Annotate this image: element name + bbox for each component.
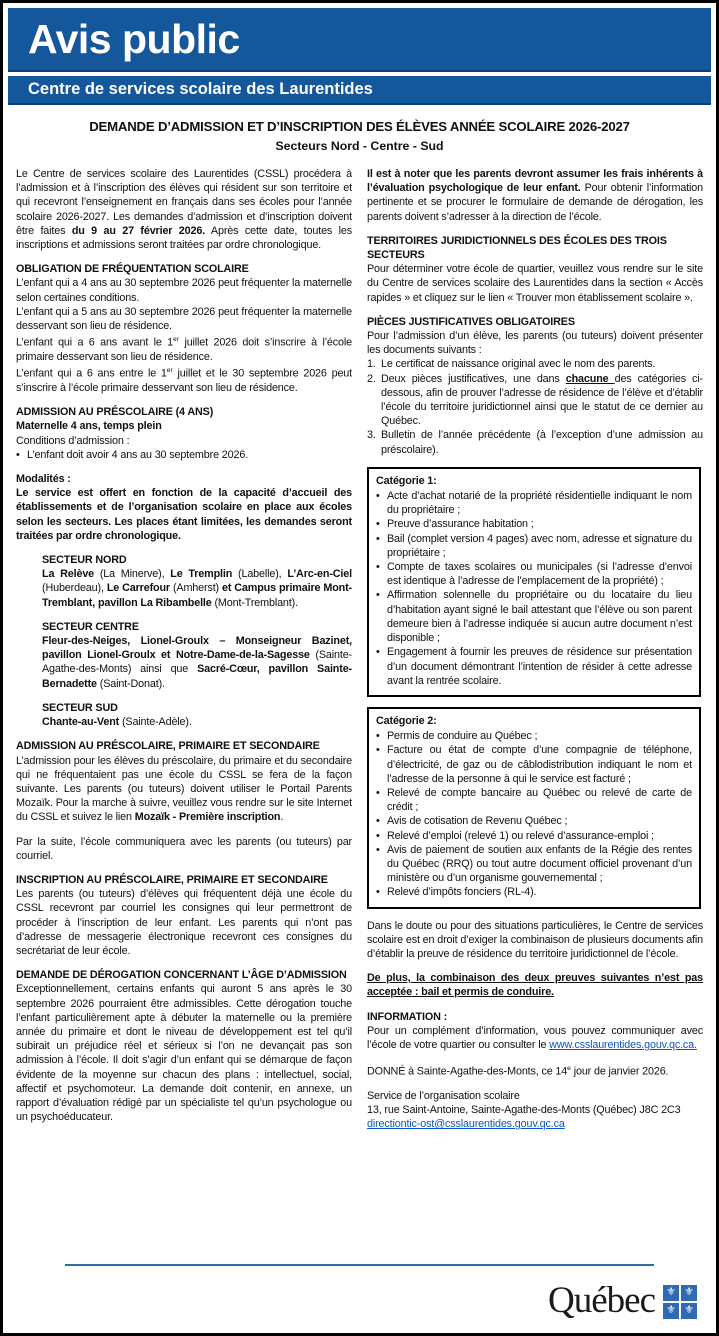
text-run: L’enfant doit avoir 4 ans au 30 septembre 2026. <box>27 448 249 461</box>
list-item-text <box>387 885 692 899</box>
text-run: Mozaïk - Première inscription <box>134 811 281 824</box>
text-run: Relevé de compte bancaire au Québec ou relevé de carte de crédit ; <box>387 786 692 814</box>
logo-row <box>8 1282 711 1319</box>
list <box>16 448 352 462</box>
bullet-marker: • <box>376 886 380 899</box>
right-column <box>367 167 703 1250</box>
text-run: Relevé d’emploi (relevé 1) ou relevé d’assurance-emploi ; <box>387 829 654 842</box>
paragraph <box>367 329 703 357</box>
bullet-marker: • <box>376 490 380 503</box>
quebec-logo <box>548 1282 697 1319</box>
text-run: Relevé d’impôts fonciers (RL-4). <box>387 886 537 899</box>
left-column <box>16 167 352 1250</box>
list-item <box>376 786 692 814</box>
list-item-text <box>387 645 692 688</box>
bullet-marker: 1. <box>367 358 376 371</box>
text-run: Pour l’admission d’un élève, les parents (ou tuteurs) doivent présenter les documents suivants : <box>367 330 703 357</box>
list-item <box>376 645 692 688</box>
paragraph <box>367 1117 703 1131</box>
paragraph <box>367 262 703 305</box>
organization-bar <box>8 76 711 105</box>
text-run: (Amherst) <box>169 582 222 595</box>
list-item <box>376 743 692 786</box>
list-item <box>376 560 692 588</box>
quebec-wordmark: Québec <box>548 1280 655 1321</box>
category-box <box>367 707 701 909</box>
text-run: juillet et le 30 septembre 2026 peut s’inscrire à l’école primaire desservant son lieu de résidence. <box>16 367 352 395</box>
box-title: Catégorie 1: <box>376 474 437 487</box>
fleur-de-lis-icon: ⚜ <box>681 1285 697 1301</box>
text-run: Preuve d’assurance habitation ; <box>387 518 534 531</box>
page-title: Avis public <box>28 15 240 62</box>
list-item-text <box>387 588 692 645</box>
text-run: du 9 au 27 février 2026. <box>71 224 206 237</box>
list-item-text <box>387 843 692 886</box>
section-heading: SECTEUR CENTRE <box>42 620 139 633</box>
text-run: L’enfant qui a 5 ans au 30 septembre 2026 peut fréquenter la maternelle desservant son lieu de résidence. <box>16 305 352 333</box>
text-run: Permis de conduire au Québec ; <box>387 730 538 743</box>
text-run: Modalités : <box>16 473 71 486</box>
paragraph <box>16 472 352 486</box>
paragraph <box>367 1089 703 1103</box>
notice-body <box>8 163 711 1250</box>
section-heading: SECTEUR NORD <box>42 554 127 567</box>
footer-rule <box>65 1264 654 1266</box>
bullet-marker: • <box>376 815 380 828</box>
text-run: Sacré-Cœur, pavillon Sainte-Bernadette <box>42 663 352 690</box>
list-item <box>367 428 703 456</box>
list-item <box>376 829 692 843</box>
bullet-marker: 2. <box>367 372 376 385</box>
section-heading: TERRITOIRES JURIDICTIONNELS DES ÉCOLES DES TROIS SECTEURS <box>367 234 667 262</box>
list-item <box>376 885 692 899</box>
paragraph <box>367 1024 703 1052</box>
bullet-marker: • <box>376 786 380 799</box>
bullet-marker: • <box>376 646 380 659</box>
list-item-text <box>27 448 352 462</box>
paragraph <box>367 971 703 999</box>
bullet-marker: • <box>376 561 380 574</box>
text-run: Le service est offert en fonction de la capacité d’accueil des établissements et de l’organisation scolaire en place aux écoles selon les secteurs. Les places étant limitées, les demandes seront traitées par ordre chronologique. <box>16 487 352 542</box>
bullet-marker: 3. <box>367 429 376 442</box>
text-run: L’enfant qui a 6 ans avant le 1 <box>16 336 174 349</box>
fleur-de-lis-icon: ⚜ <box>681 1303 697 1319</box>
paragraph <box>367 1062 703 1079</box>
quebec-flag-icon <box>663 1285 697 1319</box>
list-item <box>16 448 352 462</box>
text-run: Affirmation solennelle du propriétaire ou du locataire du lieu d’habitation ayant signé le bail attestant que l’élève ou son parent demeure bien à l’adresse indiquée si aucun autre document n’est disponible ; <box>387 589 692 645</box>
text-run: Le Tremplin <box>170 568 233 581</box>
text-run: Les parents (ou tuteurs) d’élèves qui fréquentent déjà une école du CSSL recevront par courriel les consignes qui leur permettront de procéder à l’inscription de leur enfant. Les parents qui n’ont pas d’adresse de messagerie électronique recevront ces consignes du secrétariat de leur école. <box>16 888 352 957</box>
list-item-text <box>387 729 692 743</box>
text-run: DONNÉ à Sainte-Agathe-des-Monts, ce 14 <box>367 1065 568 1078</box>
text-run: Facture ou état de compte d’une compagnie de téléphone, d’électricité, de gaz ou de câblodistribution indiquant le nom et l’adresse de la personne à qui le service est facturé ; <box>387 744 692 785</box>
text-run: La Relève <box>42 568 95 581</box>
list-item-text <box>387 489 692 517</box>
text-run: Bulletin de l’année précédente (à l’exception d’une admission au préscolaire). <box>381 429 703 456</box>
section-heading: DEMANDE DE DÉROGATION CONCERNANT L’ÂGE D’ADMISSION <box>16 969 347 982</box>
text-run: Pour déterminer votre école de quartier, veuillez vous rendre sur le site du Centre de services scolaire des Laurentides dans la section « Accès rapides » et cliquez sur le lien « Trouver mon établissement scolaire ». <box>367 263 703 304</box>
section-heading: ADMISSION AU PRÉSCOLAIRE, PRIMAIRE ET SECONDAIRE <box>16 740 320 753</box>
list-item <box>367 372 703 429</box>
link[interactable]: directiontic-ost@csslaurentides.gouv.qc.ca <box>367 1118 565 1131</box>
list-item <box>376 729 692 743</box>
document-subtitle: Secteurs Nord - Centre - Sud <box>275 139 444 153</box>
paragraph <box>367 1103 703 1117</box>
list-item-text <box>381 357 703 371</box>
category-box <box>367 467 701 697</box>
text-run: Le certificat de naissance original avec le nom des parents. <box>381 358 656 371</box>
text-run: (Sainte-Agathe-des-Monts) ainsi que <box>42 649 352 676</box>
paragraph <box>42 634 352 691</box>
text-run: Fleur-des-Neiges, Lionel-Groulx – Monseigneur Bazinet, pavillon Lionel-Groulx et Notre-Dame-de-la-Sagesse <box>42 635 352 662</box>
list-item-text <box>387 517 692 531</box>
paragraph <box>16 305 352 333</box>
text-run: Compte de taxes scolaires ou municipales (si l’adresse d’envoi est identique à l’adresse de l’emplacement de la propriété) ; <box>387 561 692 588</box>
list-item <box>376 517 692 531</box>
text-run: Chante-au-Vent <box>42 716 120 729</box>
text-run: er <box>173 336 179 344</box>
list-item <box>376 814 692 828</box>
text-run: Service de l’organisation scolaire <box>367 1089 520 1102</box>
bullet-marker: • <box>376 843 380 856</box>
text-run: Après cette date, toutes les inscriptions et admissions seront traitées par ordre chronologique. <box>16 224 352 252</box>
text-run: Dans le doute ou pour des situations particulières, le Centre de services scolaire est en droit d’exiger la combinaison de plusieurs documents afin d’établir la preuve de résidence du territoire juridictionnel de l’école. <box>367 919 703 960</box>
banner <box>8 8 711 72</box>
bullet-marker: • <box>376 829 380 842</box>
section-heading: OBLIGATION DE FRÉQUENTATION SCOLAIRE <box>16 263 249 276</box>
section-heading: SECTEUR SUD <box>42 701 118 714</box>
text-run: Deux pièces justificatives, une dans <box>381 372 566 385</box>
text-run: (Sainte-Adèle). <box>119 716 192 729</box>
paragraph <box>16 276 352 304</box>
list-item-text <box>387 532 692 560</box>
fleur-de-lis-icon: ⚜ <box>663 1285 679 1301</box>
document-title: DEMANDE D’ADMISSION ET D’INSCRIPTION DES ÉLÈVES ANNÉE SCOLAIRE 2026-2027 <box>89 119 630 134</box>
text-run: Engagement à fournir les preuves de résidence sur présentation d’un document démontrant l’intention de résider à cette adresse avant la rentrée scolaire. <box>387 646 692 687</box>
text-run: Avis de paiement de soutien aux enfants de la Régie des rentes du Québec (RRQ) ou tout autre document officiel provenant d’un ministère ou d’un organisme gouvernemental ; <box>387 843 692 885</box>
paragraph <box>16 167 352 252</box>
text-run: Par la suite, l’école communiquera avec les parents (ou tuteurs) par courriel. <box>16 835 352 862</box>
bullet-marker: • <box>376 518 380 531</box>
list-item <box>376 843 692 886</box>
text-run: Exceptionnellement, certains enfants qui auront 5 ans après le 30 septembre 2026 pourraient être admissibles. Cette dérogation touche l’enfant particulièrement apte à débuter la maternelle ou la première année du primaire et dont le niveau de développement est tel qu’il subirait un préjudice réel et sérieux si l’on ne devançait pas son admission à l’école. Il doit s’agir d’un enfant qui se démarque de façon évidente de la moyenne sur chacun des plans : intellectuel, social, affectif et psychomoteur. La demande doit contenir, en annexe, un rapport d’évaluation rédigé par un spécialiste tel qu’un psychologue ou un psychoéducateur. <box>16 983 352 1124</box>
paragraph <box>16 486 352 543</box>
text-run: Le Centre de services scolaire des Laurentides (CSSL) procédera à l’admission et à l’inscription des élèves qui résident sur son territoire et qui recevront l’enseignement en français dans ses écoles pour l’année scolaire 2026-2027. Les demandes d’admission et d’inscription doivent être faites <box>16 168 352 237</box>
text-run: Avis de cotisation de Revenu Québec ; <box>387 815 568 828</box>
paragraph <box>16 887 352 958</box>
bullet-marker: • <box>376 589 380 602</box>
text-run: Bail (complet version 4 pages) avec nom, adresse et signature du propriétaire ; <box>387 532 692 559</box>
list-item <box>376 588 692 645</box>
organization-name: Centre de services scolaire des Laurentides <box>28 80 373 98</box>
text-run: (La Minerve), <box>94 568 171 581</box>
list-item-text <box>387 814 692 828</box>
paragraph <box>16 754 352 825</box>
paragraph <box>16 434 352 448</box>
list <box>367 357 703 456</box>
paragraph <box>16 835 352 863</box>
list-item-text <box>387 829 692 843</box>
bullet-marker: • <box>376 730 380 743</box>
text-run: (Huberdeau), <box>42 582 107 595</box>
text-run: juillet 2026 doit s’inscrire à l’école primaire desservant son lieu de résidence. <box>16 336 352 364</box>
box-title: Catégorie 2: <box>376 714 437 727</box>
list-item <box>376 532 692 560</box>
section-heading: ADMISSION AU PRÉSCOLAIRE (4 ANS) <box>16 406 214 419</box>
text-run: er <box>166 367 173 375</box>
text-run: Maternelle 4 ans, temps plein <box>16 420 162 433</box>
section-heading: INSCRIPTION AU PRÉSCOLAIRE, PRIMAIRE ET SECONDAIRE <box>16 873 328 886</box>
list-item-text <box>387 743 692 786</box>
text-run: (Mont-Tremblant). <box>211 596 298 609</box>
text-run: L’enfant qui a 4 ans au 30 septembre 2026 peut fréquenter la maternelle selon certaines conditions. <box>16 277 352 304</box>
paragraph <box>16 364 352 395</box>
text-run: L’admission pour les élèves du préscolaire, du primaire et du secondaire qui ne fréquentaient pas une école du CSSL se fera de la façon suivante. Les parents (ou tuteurs) doivent utiliser le Portail Parents Mozaïk. Pour la marche à suivre, veuillez vous rendre sur le site Internet du CSSL et suivez le lien <box>16 754 352 824</box>
section-heading: INFORMATION : <box>367 1010 448 1023</box>
text-run: Acte d’achat notarié de la propriété résidentielle indiquant le nom du propriétaire ; <box>387 490 692 517</box>
text-run: e <box>567 1065 571 1073</box>
text-run: Pour obtenir l’information pertinente et se procurer le formulaire de demande de dérogation, les parents doivent s’adresser à la direction de l’école. <box>367 182 704 223</box>
bullet-marker: • <box>16 448 20 461</box>
link[interactable]: www.csslaurentides.gouv.qc.ca. <box>549 1038 697 1051</box>
list-item-text <box>381 428 703 456</box>
list-item-text <box>381 372 703 429</box>
text-run: . <box>280 811 284 824</box>
paragraph <box>367 919 703 962</box>
bullet-marker: • <box>376 532 380 545</box>
text-run: chacune <box>565 372 615 385</box>
text-run: (Labelle), <box>232 568 288 581</box>
text-run: et Campus primaire Mont-Tremblant, pavillon La Ribambelle <box>42 582 352 609</box>
paragraph <box>16 419 352 433</box>
paragraph <box>16 982 352 1124</box>
paragraph <box>42 715 352 729</box>
paragraph <box>367 167 703 224</box>
text-run: 13, rue Saint-Antoine, Sainte-Agathe-des-Monts (Québec) J8C 2C3 <box>367 1104 681 1117</box>
paragraph <box>42 567 352 610</box>
text-run: Pour un complément d’information, vous pouvez communiquer avec l’école de votre quartier ou consulter le <box>367 1024 703 1051</box>
paragraph <box>16 333 352 364</box>
text-run: (Saint-Donat). <box>96 677 165 690</box>
fleur-de-lis-icon: ⚜ <box>663 1303 679 1319</box>
text-run: Le Carrefour <box>106 582 170 595</box>
section-heading: PIÈCES JUSTIFICATIVES OBLIGATOIRES <box>367 315 575 328</box>
text-run: L’enfant qui a 6 ans entre le 1 <box>16 367 167 380</box>
list-item-text <box>387 786 692 814</box>
text-run: jour de janvier 2026. <box>570 1065 669 1078</box>
list-item-text <box>387 560 692 588</box>
text-run: des catégories ci-dessous, afin de prouver l’adresse de résidence de l’élève et d’établir l’école du territoire juridictionnel ainsi que le statut de ce dernier au Québec. <box>381 372 704 428</box>
text-run: L’Arc-en-Ciel <box>287 568 352 581</box>
text-run: De plus, la combinaison des deux preuves suivantes n’est pas acceptée : bail et permis de conduire. <box>367 972 703 999</box>
footer <box>8 1250 711 1329</box>
bullet-marker: • <box>376 744 380 757</box>
text-run: Il est à noter que les parents devront assumer les frais inhérents à l’évaluation psychologique de leur enfant. <box>367 168 703 195</box>
text-run: Conditions d’admission : <box>16 434 130 447</box>
list-item <box>367 357 703 371</box>
list-item <box>376 489 692 517</box>
